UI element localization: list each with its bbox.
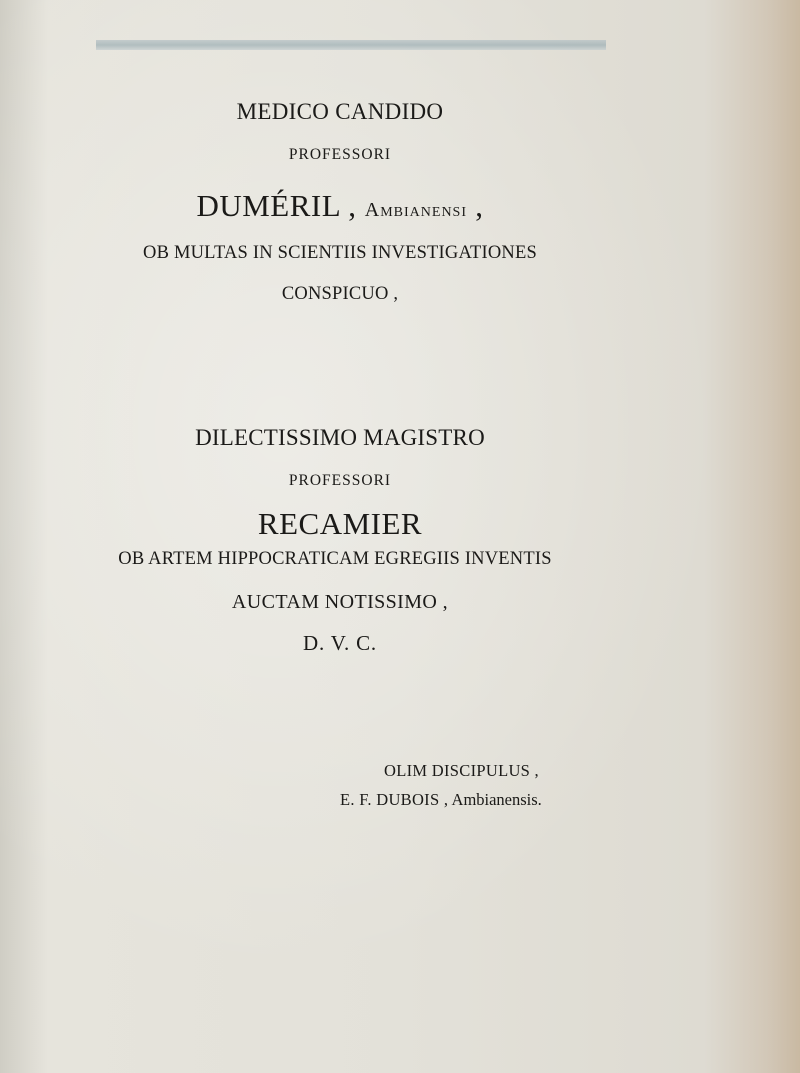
dedication-line-investigationes: OB MULTAS IN SCIENTIIS INVESTIGATIONES: [143, 243, 537, 263]
name-trailing-comma: ,: [467, 188, 484, 223]
signature-author: [340, 790, 542, 810]
dedication-line-conspicuo: CONSPICUO ,: [281, 284, 399, 304]
dedication-line-professori-2: PROFESSORI: [288, 472, 392, 489]
dedication-line-magistro: DILECTISSIMO MAGISTRO: [195, 425, 485, 450]
name-separator: ,: [340, 188, 365, 223]
top-rule-divider: [96, 40, 606, 50]
dedication-name-recamier: RECAMIER: [257, 506, 423, 541]
name-dumeril: DUMÉRIL: [196, 188, 341, 223]
dedication-line-notissimo: AUCTAM NOTISSIMO ,: [231, 591, 449, 613]
signature-place: Ambianensis.: [448, 790, 542, 809]
signature-discipulus: OLIM DISCIPULUS ,: [384, 761, 539, 780]
origin-ambianensi: Ambianensi: [364, 199, 468, 221]
dedication-line-dvc: D. V. C.: [303, 631, 377, 655]
dedication-name-dumeril: [0, 188, 680, 224]
dedication-line-medico: MEDICO CANDIDO: [236, 99, 444, 124]
dedication-line-hippocraticam: OB ARTEM HIPPOCRATICAM EGREGIIS INVENTIS: [118, 549, 552, 569]
dedication-line-professori-1: PROFESSORI: [288, 146, 392, 163]
signature-name: E. F. DUBOIS ,: [340, 790, 449, 809]
